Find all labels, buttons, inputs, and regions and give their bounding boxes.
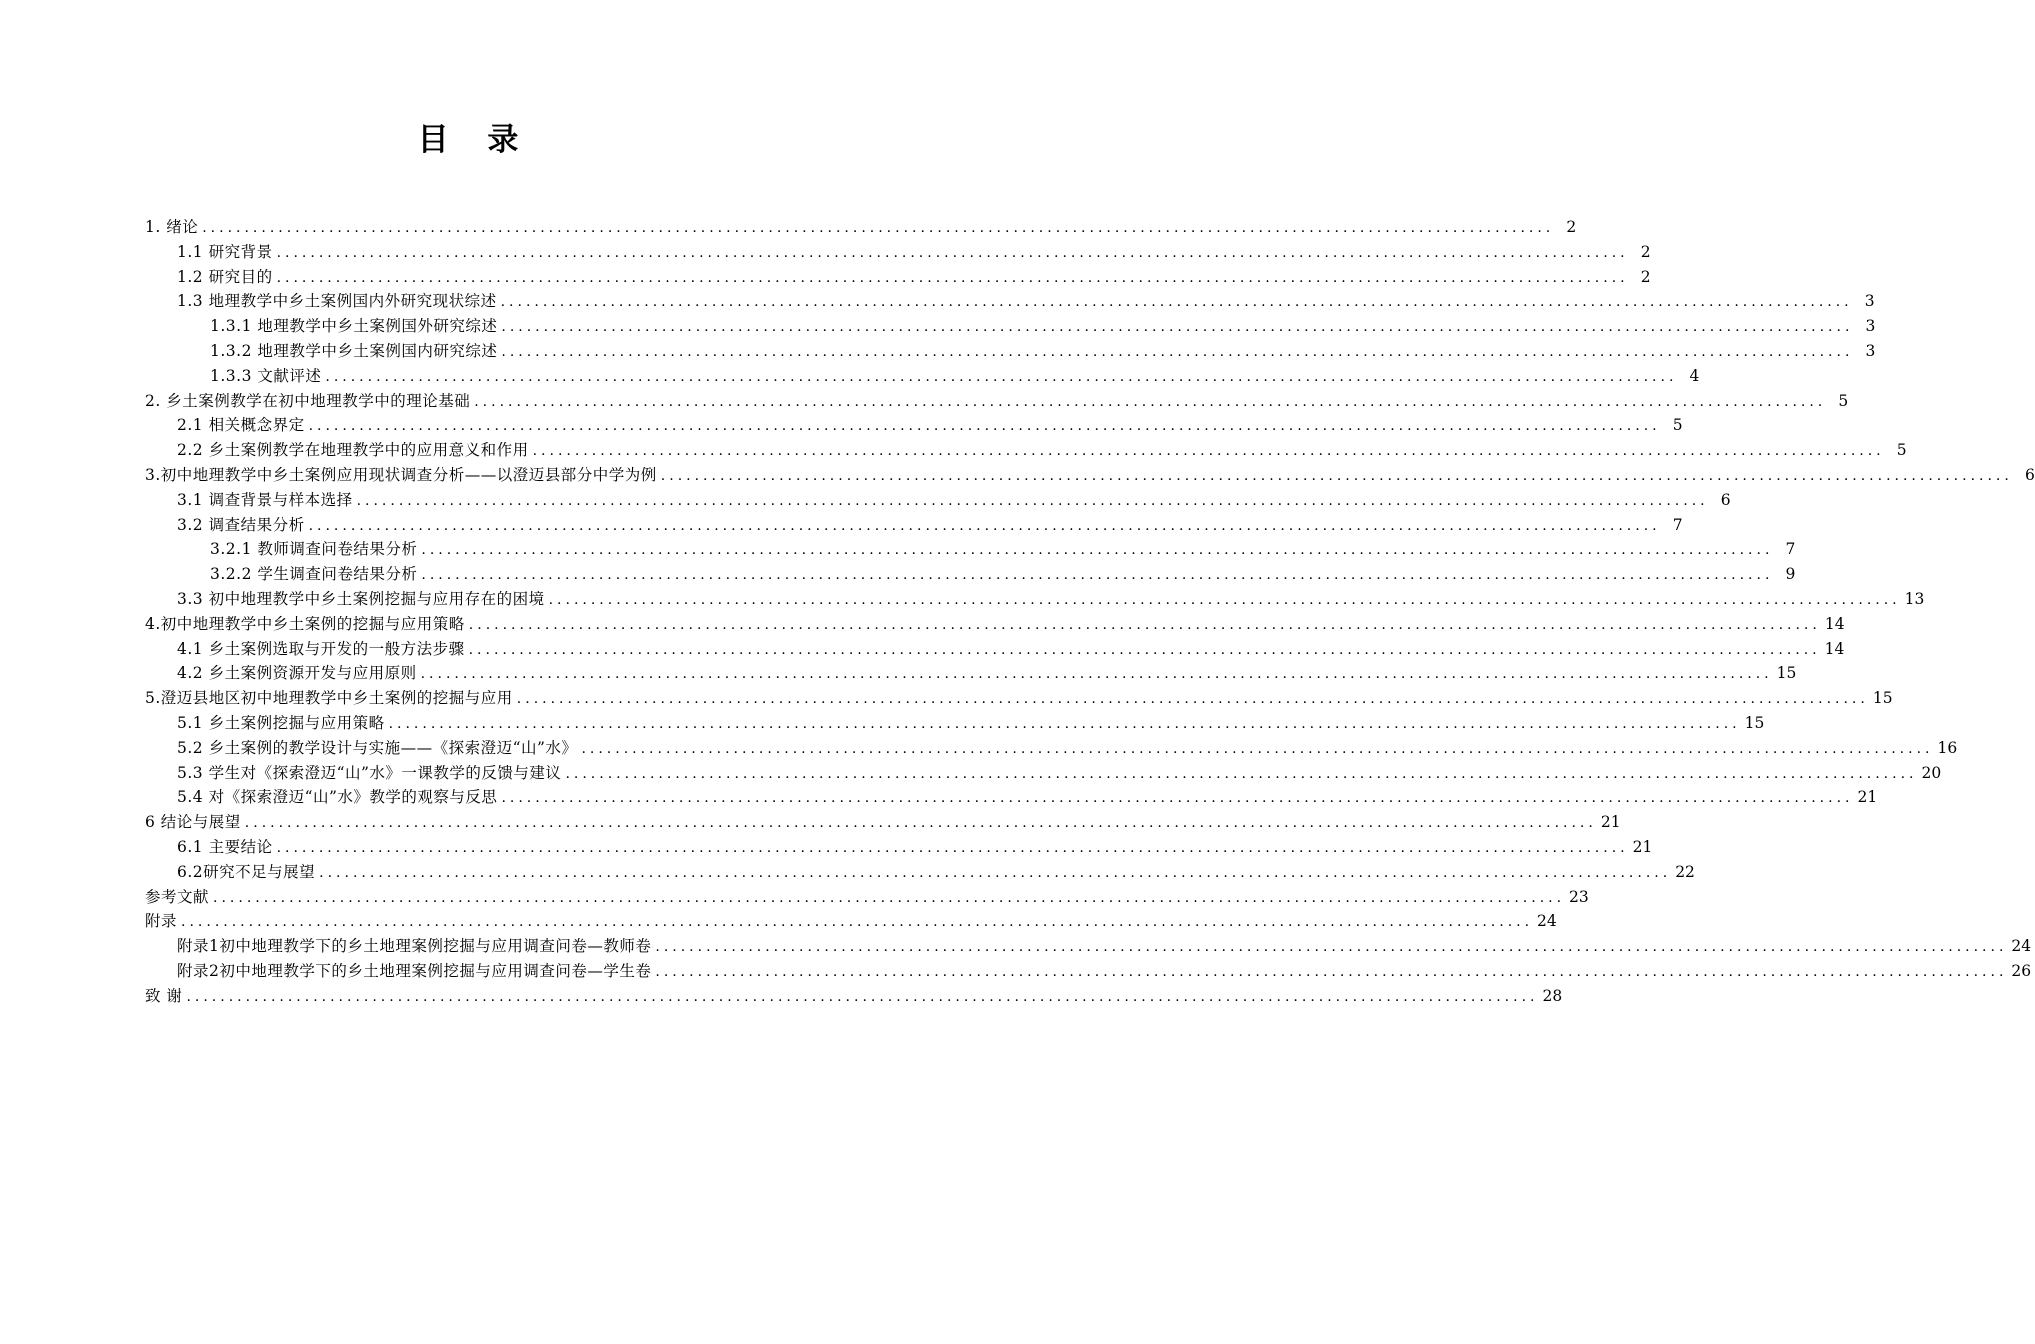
toc-entry-page-number: 14 (1824, 614, 1845, 633)
toc-entry[interactable] (145, 835, 1653, 860)
toc-entry-label: 1. 绪论 (145, 218, 199, 236)
toc-entry-page-number: 15 (1744, 713, 1765, 732)
toc-entry-page-number: 9 (1785, 565, 1796, 584)
toc-entry-page-number: 2 (1640, 242, 1651, 261)
toc-entry-label: 5.4 对《探索澄迈“山”水》教学的观察与反思 (177, 788, 498, 807)
toc-entry-page-number: 15 (1872, 689, 1893, 708)
toc-leader-dots: ................................................................................................................................................................ (501, 319, 1854, 336)
toc-entry[interactable] (145, 736, 1958, 761)
toc-leader-dots: ................................................................................................................................................................ (276, 839, 1629, 856)
toc-entry[interactable] (145, 413, 1683, 438)
toc-leader-dots: ................................................................................................................................................................ (565, 765, 1918, 782)
toc-entry[interactable] (145, 587, 1925, 612)
toc-leader-dots: ................................................................................................................................................................ (581, 740, 1934, 757)
toc-entry[interactable] (145, 661, 1797, 686)
toc-entry-page-number: 26 (2011, 961, 2032, 980)
toc-leader-dots: ................................................................................................................................................................ (655, 939, 2008, 956)
toc-leader-dots: ................................................................................................................................................................ (468, 641, 1821, 658)
toc-entry[interactable] (145, 488, 1731, 513)
toc-entry[interactable] (145, 364, 1700, 389)
toc-leader-dots: ................................................................................................................................................................ (500, 294, 1853, 311)
toc-entry-page-number: 15 (1776, 664, 1797, 683)
toc-entry-page-number: 24 (2011, 937, 2032, 956)
toc-entry[interactable] (145, 612, 1845, 637)
toc-entry-label: 2. 乡土案例教学在初中地理教学中的理论基础 (145, 391, 471, 410)
toc-entry-label: 3.1 调查背景与样本选择 (177, 490, 353, 509)
toc-entry-page-number: 7 (1672, 515, 1683, 534)
toc-entry-page-number: 2 (1566, 218, 1577, 236)
toc-leader-dots: ................................................................................................................................................................ (213, 889, 1566, 906)
toc-entry[interactable] (145, 885, 1589, 910)
toc-leader-dots: ................................................................................................................................................................ (308, 517, 1661, 534)
toc-entry-label: 4.初中地理教学中乡土案例的挖掘与应用策略 (145, 614, 465, 633)
toc-leader-dots: ................................................................................................................................................................ (468, 616, 1821, 633)
toc-entry-page-number: 6 (1720, 490, 1731, 509)
toc-leader-dots: ................................................................................................................................................................ (244, 815, 1597, 832)
toc-entry-page-number: 21 (1857, 788, 1878, 807)
toc-leader-dots: ................................................................................................................................................................ (421, 542, 1774, 559)
toc-entry[interactable] (145, 909, 1557, 934)
toc-entry-page-number: 23 (1569, 887, 1589, 906)
toc-entry-page-number: 2 (1640, 267, 1651, 286)
toc-entry-label: 1.3.3 文献评述 (210, 366, 322, 385)
toc-entry[interactable] (145, 860, 1695, 885)
table-of-contents (145, 215, 2035, 1009)
toc-entry-label: 3.2.1 教师调查问卷结果分析 (210, 540, 418, 559)
toc-entry[interactable] (145, 537, 1796, 562)
toc-leader-dots: ................................................................................................................................................................ (276, 244, 1629, 261)
toc-entry[interactable] (145, 637, 1845, 662)
toc-entry-page-number: 5 (1672, 416, 1683, 435)
toc-entry-page-number: 22 (1675, 862, 1695, 881)
toc-entry-page-number: 7 (1785, 540, 1796, 559)
toc-entry[interactable] (145, 810, 1621, 835)
toc-entry-label: 6.1 主要结论 (177, 837, 273, 856)
toc-leader-dots: ................................................................................................................................................................ (501, 343, 1854, 360)
toc-entry-label: 6.2研究不足与展望 (177, 862, 316, 881)
toc-entry-label: 致 谢 (145, 986, 183, 1005)
toc-entry-page-number: 21 (1600, 813, 1621, 832)
toc-entry[interactable] (145, 314, 1876, 339)
toc-entry[interactable] (145, 785, 1878, 810)
toc-entry[interactable] (145, 513, 1683, 538)
toc-leader-dots: ................................................................................................................................................................ (474, 393, 1827, 410)
toc-entry-page-number: 5 (1838, 391, 1849, 410)
toc-entry-label: 1.3.2 地理教学中乡土案例国内研究综述 (210, 341, 498, 360)
toc-leader-dots: ................................................................................................................................................................ (420, 666, 1773, 683)
toc-entry-label: 1.3 地理教学中乡土案例国内外研究现状综述 (177, 292, 497, 311)
toc-entry-label: 6 结论与展望 (145, 813, 241, 832)
toc-entry-label: 5.3 学生对《探索澄迈“山”水》一课教学的反馈与建议 (177, 763, 562, 782)
toc-entry-label: 3.2 调查结果分析 (177, 515, 305, 534)
toc-leader-dots: ................................................................................................................................................................ (202, 220, 1555, 236)
toc-entry-label: 3.2.2 学生调查问卷结果分析 (210, 565, 418, 584)
toc-entry[interactable] (145, 339, 1876, 364)
toc-leader-dots: ................................................................................................................................................................ (660, 467, 2013, 484)
toc-leader-dots: ................................................................................................................................................................ (548, 591, 1901, 608)
toc-entry-page-number: 24 (1537, 912, 1557, 931)
toc-entry[interactable] (145, 389, 1849, 414)
toc-entry-page-number: 6 (2024, 465, 2035, 484)
toc-entry[interactable] (145, 686, 1893, 711)
toc-entry[interactable] (145, 289, 1875, 314)
toc-entry-page-number: 16 (1937, 738, 1958, 757)
toc-entry-label: 5.澄迈县地区初中地理教学中乡土案例的挖掘与应用 (145, 689, 513, 708)
toc-entry[interactable] (145, 984, 1563, 1009)
toc-entry-label: 附录2初中地理教学下的乡土地理案例挖掘与应用调查问卷—学生卷 (177, 961, 652, 980)
toc-entry[interactable] (145, 265, 1651, 290)
toc-leader-dots: ................................................................................................................................................................ (655, 963, 2008, 980)
toc-entry-page-number: 21 (1632, 837, 1653, 856)
toc-entry[interactable] (145, 711, 1765, 736)
toc-leader-dots: ................................................................................................................................................................ (276, 269, 1629, 286)
toc-entry-page-number: 3 (1865, 317, 1876, 336)
toc-entry[interactable] (145, 562, 1796, 587)
toc-entry-label: 3.初中地理教学中乡土案例应用现状调查分析——以澄迈县部分中学为例 (145, 465, 657, 484)
toc-entry-page-number: 3 (1864, 292, 1875, 311)
toc-entry-label: 1.1 研究背景 (177, 242, 273, 261)
toc-entry[interactable] (145, 934, 2032, 959)
toc-entry-page-number: 5 (1896, 441, 1907, 460)
toc-leader-dots: ................................................................................................................................................................ (356, 492, 1709, 509)
toc-leader-dots: ................................................................................................................................................................ (308, 418, 1661, 435)
toc-entry-page-number: 28 (1542, 986, 1563, 1005)
toc-leader-dots: ................................................................................................................................................................ (421, 567, 1774, 584)
toc-entry-label: 5.1 乡土案例挖掘与应用策略 (177, 713, 385, 732)
toc-entry-page-number: 14 (1824, 639, 1845, 658)
toc-entry-label: 附录 (145, 912, 178, 931)
toc-leader-dots: ................................................................................................................................................................ (325, 368, 1678, 385)
toc-entry-label: 1.3.1 地理教学中乡土案例国外研究综述 (210, 317, 498, 336)
toc-leader-dots: ................................................................................................................................................................ (516, 691, 1869, 708)
toc-entry[interactable] (145, 463, 2035, 488)
toc-leader-dots: ................................................................................................................................................................ (186, 988, 1539, 1005)
toc-entry[interactable] (145, 438, 1907, 463)
toc-entry-label: 附录1初中地理教学下的乡土地理案例挖掘与应用调查问卷—教师卷 (177, 937, 652, 956)
toc-entry-page-number: 4 (1689, 366, 1700, 385)
toc-entry-label: 1.2 研究目的 (177, 267, 273, 286)
toc-entry-page-number: 3 (1865, 341, 1876, 360)
page-title: 目 录 (417, 122, 533, 158)
toc-entry-label: 2.1 相关概念界定 (177, 416, 305, 435)
toc-entry[interactable] (145, 959, 2032, 984)
toc-leader-dots: ................................................................................................................................................................ (319, 864, 1672, 881)
toc-entry-page-number: 13 (1904, 589, 1925, 608)
toc-leader-dots: ................................................................................................................................................................ (532, 443, 1885, 460)
toc-entry-page-number: 20 (1921, 763, 1942, 782)
toc-entry-label: 3.3 初中地理教学中乡土案例挖掘与应用存在的困境 (177, 589, 545, 608)
toc-entry[interactable] (145, 240, 1651, 265)
toc-entry[interactable] (145, 215, 1577, 240)
toc-entry-label: 2.2 乡土案例教学在地理教学中的应用意义和作用 (177, 441, 529, 460)
toc-entry-label: 4.2 乡土案例资源开发与应用原则 (177, 664, 417, 683)
toc-entry-label: 参考文献 (145, 887, 210, 906)
toc-entry[interactable] (145, 761, 1942, 786)
toc-leader-dots: ................................................................................................................................................................ (388, 715, 1741, 732)
toc-leader-dots: ................................................................................................................................................................ (181, 914, 1534, 931)
toc-leader-dots: ................................................................................................................................................................ (501, 790, 1854, 807)
toc-entry-label: 5.2 乡土案例的教学设计与实施——《探索澄迈“山”水》 (177, 738, 578, 757)
toc-entry-label: 4.1 乡土案例选取与开发的一般方法步骤 (177, 639, 465, 658)
